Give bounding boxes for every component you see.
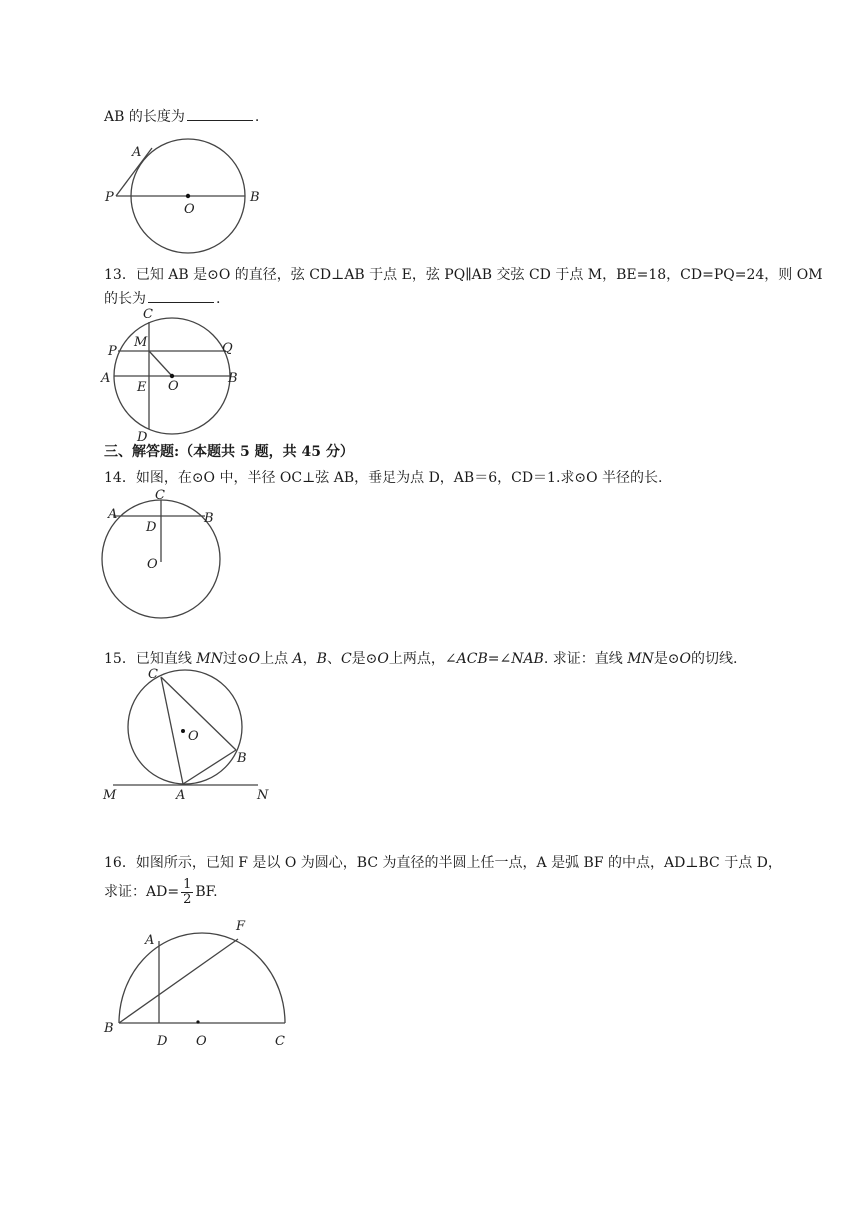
q16-label-f: F [236,919,246,934]
q13-label-p: P [108,344,117,359]
q15-label-m: M [103,788,117,803]
q13-label-d: D [137,430,148,445]
q15-label-o: O [188,729,199,744]
q15-label-n: N [257,788,269,803]
q13-line2: 的长为 . [104,288,220,309]
q16-label-c: C [275,1034,285,1049]
q16-chord-bf [119,939,238,1023]
q16-label-d: D [157,1034,168,1049]
q12-label-b: B [250,190,260,205]
q13-label-m: M [134,335,148,350]
q15-label-a: A [176,788,186,803]
q14-label-a: A [108,507,118,522]
q14-label-o: O [147,557,158,572]
q16-line1: 16．如图所示，已知 F 是以 O 为圆心，BC 为直径的半圆上任一点，A 是弧 BF 的中点，AD⊥BC 于点 D， [104,855,782,871]
q14-label-b: B [204,511,214,526]
q15-label-c: C [148,667,158,682]
q12-label-o: O [184,202,195,217]
q12-label-a: A [132,145,142,160]
q14-label-d: D [146,520,157,535]
q16-label-o: O [196,1034,207,1049]
q13-label-q: Q [222,341,233,356]
q13-line1: 13．已知 AB 是⊙O 的直径，弦 CD⊥AB 于点 E，弦 PQ∥AB 交弦 CD 于点 M，BE=18，CD=PQ=24，则 OM [104,267,823,283]
q14-label-c: C [155,488,165,503]
q16-label-b: B [104,1021,114,1036]
q13-label-e: E [137,380,147,395]
q12-label-p: P [105,190,114,205]
q16-line2: 求证：AD= $\frac{1}{2}$ BF. [104,876,218,907]
q15-text: 15．已知直线 MN过⊙O上点 A，B、C是⊙O上两点，∠ACB=∠NAB. 求证：直线 MN是⊙O的切线. [104,651,738,667]
q13-label-c: C [143,307,153,322]
q13-label-b: B [228,371,238,386]
q13-label-a: A [101,371,111,386]
q12-text-main: AB 的长度为 [104,109,185,125]
q13-label-o: O [168,379,179,394]
q16-label-a: A [145,933,155,948]
q14-text: 14．如图，在⊙O 中，半径 OC⊥弦 AB，垂足为点 D，AB＝6，CD＝1.求⊙O 半径的长. [104,470,663,486]
q12-text: AB 的长度为 . [104,106,259,127]
q16-semicircle [119,933,285,1023]
q16-center-dot [196,1020,199,1023]
q15-label-b: B [237,751,247,766]
q16-fraction: $\frac{1}{2}$ [183,876,192,907]
section-3-heading: 三、解答题:（本题共 5 题，共 45 分） [104,444,354,460]
